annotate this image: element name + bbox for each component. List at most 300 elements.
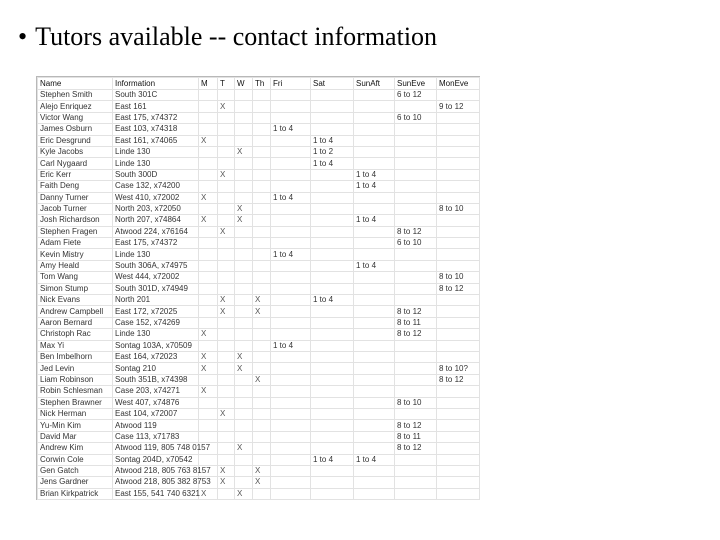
availability-cell	[218, 454, 235, 465]
availability-cell	[253, 272, 271, 283]
tutor-info-cell: North 203, x72050	[113, 203, 199, 214]
availability-cell	[271, 477, 311, 488]
tutor-info-cell: Atwood 224, x76164	[113, 226, 199, 237]
availability-cell	[271, 295, 311, 306]
availability-cell	[354, 397, 395, 408]
availability-cell	[218, 329, 235, 340]
availability-cell	[218, 340, 235, 351]
availability-cell: 8 to 11	[395, 317, 437, 328]
availability-cell	[437, 295, 480, 306]
availability-cell	[395, 124, 437, 135]
table-row	[38, 386, 480, 397]
availability-cell: X	[235, 363, 253, 374]
availability-cell: 8 to 11	[395, 431, 437, 442]
table-row	[38, 374, 480, 385]
availability-cell	[199, 112, 218, 123]
availability-cell: X	[235, 215, 253, 226]
availability-cell	[395, 465, 437, 476]
availability-cell	[271, 158, 311, 169]
column-header: Information	[113, 78, 199, 90]
availability-cell	[271, 431, 311, 442]
availability-cell	[395, 374, 437, 385]
availability-cell	[311, 488, 354, 499]
availability-cell	[218, 272, 235, 283]
column-header: T	[218, 78, 235, 90]
table-row	[38, 408, 480, 419]
availability-cell: X	[253, 374, 271, 385]
availability-cell: 6 to 10	[395, 238, 437, 249]
availability-cell	[218, 443, 235, 454]
availability-cell	[235, 283, 253, 294]
availability-cell	[395, 249, 437, 260]
table-row	[38, 420, 480, 431]
table-row	[38, 192, 480, 203]
availability-cell	[218, 135, 235, 146]
availability-cell: 1 to 4	[354, 260, 395, 271]
availability-cell	[311, 465, 354, 476]
availability-cell	[218, 124, 235, 135]
availability-cell	[235, 386, 253, 397]
availability-cell	[311, 340, 354, 351]
tutor-name-cell: Yu-Min Kim	[38, 420, 113, 431]
availability-cell	[395, 340, 437, 351]
table-row	[38, 477, 480, 488]
availability-cell	[199, 283, 218, 294]
availability-cell	[271, 181, 311, 192]
availability-cell	[253, 420, 271, 431]
availability-cell	[354, 329, 395, 340]
tutor-info-cell: North 207, x74864	[113, 215, 199, 226]
availability-cell	[271, 101, 311, 112]
availability-cell	[199, 146, 218, 157]
availability-cell	[311, 181, 354, 192]
table-row	[38, 443, 480, 454]
tutor-name-cell: Carl Nygaard	[38, 158, 113, 169]
availability-cell	[354, 249, 395, 260]
table-row	[38, 295, 480, 306]
availability-cell	[253, 203, 271, 214]
column-header: SunEve	[395, 78, 437, 90]
availability-cell	[437, 340, 480, 351]
availability-cell	[199, 181, 218, 192]
tutor-info-cell: Atwood 218, 805 382 8753	[113, 477, 199, 488]
availability-cell	[395, 135, 437, 146]
availability-cell: 1 to 4	[271, 249, 311, 260]
availability-cell	[437, 146, 480, 157]
availability-cell	[271, 135, 311, 146]
availability-cell	[235, 340, 253, 351]
availability-cell	[311, 283, 354, 294]
availability-cell	[218, 238, 235, 249]
tutor-info-cell: East 103, x74318	[113, 124, 199, 135]
availability-cell	[354, 465, 395, 476]
availability-cell	[271, 226, 311, 237]
availability-cell: 8 to 10?	[437, 363, 480, 374]
availability-cell	[199, 124, 218, 135]
availability-cell	[354, 488, 395, 499]
tutor-info-cell: Linde 130	[113, 249, 199, 260]
availability-cell: 1 to 4	[271, 340, 311, 351]
availability-cell	[354, 192, 395, 203]
availability-cell	[199, 158, 218, 169]
availability-cell	[235, 295, 253, 306]
availability-cell	[271, 443, 311, 454]
availability-cell	[311, 90, 354, 101]
availability-cell	[354, 158, 395, 169]
table-row	[38, 306, 480, 317]
tutor-info-cell: South 300D	[113, 169, 199, 180]
availability-cell	[354, 101, 395, 112]
tutor-name-cell: Kyle Jacobs	[38, 146, 113, 157]
table-row	[38, 181, 480, 192]
availability-cell: X	[199, 386, 218, 397]
availability-cell: 8 to 12	[395, 329, 437, 340]
table-row	[38, 465, 480, 476]
availability-cell	[235, 431, 253, 442]
availability-cell	[199, 249, 218, 260]
availability-cell	[253, 443, 271, 454]
availability-cell	[354, 306, 395, 317]
availability-cell: X	[218, 295, 235, 306]
table-row	[38, 135, 480, 146]
availability-cell	[235, 124, 253, 135]
tutor-info-cell: South 306A, x74975	[113, 260, 199, 271]
column-header: Th	[253, 78, 271, 90]
availability-cell	[253, 238, 271, 249]
tutor-info-cell: Sontag 103A, x70509	[113, 340, 199, 351]
availability-cell	[354, 443, 395, 454]
availability-cell	[271, 351, 311, 362]
tutor-info-cell: South 351B, x74398	[113, 374, 199, 385]
availability-cell	[199, 238, 218, 249]
table-row	[38, 146, 480, 157]
availability-cell	[253, 454, 271, 465]
tutor-info-cell: East 155, 541 740 6321	[113, 488, 199, 499]
availability-cell	[271, 397, 311, 408]
tutor-name-cell: Jacob Turner	[38, 203, 113, 214]
availability-cell	[395, 386, 437, 397]
availability-cell	[235, 249, 253, 260]
tutor-info-cell: Case 152, x74269	[113, 317, 199, 328]
availability-cell	[437, 465, 480, 476]
availability-cell	[271, 260, 311, 271]
table-row	[38, 238, 480, 249]
availability-cell	[395, 146, 437, 157]
availability-cell	[235, 260, 253, 271]
availability-cell	[235, 226, 253, 237]
tutor-name-cell: Victor Wang	[38, 112, 113, 123]
table-row	[38, 431, 480, 442]
availability-cell	[218, 431, 235, 442]
availability-cell	[218, 192, 235, 203]
availability-cell	[235, 374, 253, 385]
tutor-name-cell: Alejo Enriquez	[38, 101, 113, 112]
availability-cell	[437, 306, 480, 317]
tutor-info-cell: West 407, x74876	[113, 397, 199, 408]
availability-cell	[437, 135, 480, 146]
tutor-name-cell: Stephen Fragen	[38, 226, 113, 237]
table-row	[38, 124, 480, 135]
tutor-info-cell: North 201	[113, 295, 199, 306]
table-row	[38, 329, 480, 340]
availability-cell	[311, 215, 354, 226]
availability-cell	[218, 283, 235, 294]
availability-cell	[199, 90, 218, 101]
availability-cell	[218, 420, 235, 431]
availability-cell	[199, 226, 218, 237]
availability-cell	[253, 181, 271, 192]
tutor-name-cell: Max Yi	[38, 340, 113, 351]
availability-cell	[235, 135, 253, 146]
availability-cell	[437, 477, 480, 488]
availability-cell	[218, 146, 235, 157]
availability-cell: 1 to 4	[271, 192, 311, 203]
availability-cell	[395, 203, 437, 214]
availability-cell	[311, 203, 354, 214]
availability-cell: 8 to 12	[395, 420, 437, 431]
availability-cell: X	[199, 363, 218, 374]
availability-cell	[354, 226, 395, 237]
availability-cell	[253, 363, 271, 374]
availability-cell	[218, 386, 235, 397]
availability-cell	[271, 386, 311, 397]
availability-cell	[199, 374, 218, 385]
availability-cell	[311, 443, 354, 454]
availability-cell	[218, 351, 235, 362]
table-row	[38, 249, 480, 260]
availability-cell	[218, 249, 235, 260]
availability-cell	[271, 215, 311, 226]
tutor-info-cell: East 104, x72007	[113, 408, 199, 419]
availability-cell	[311, 431, 354, 442]
availability-cell	[437, 397, 480, 408]
availability-cell	[354, 386, 395, 397]
availability-cell: X	[235, 146, 253, 157]
availability-cell	[271, 146, 311, 157]
table-row	[38, 454, 480, 465]
availability-cell	[437, 124, 480, 135]
availability-cell: 8 to 12	[437, 283, 480, 294]
availability-cell	[395, 215, 437, 226]
tutor-info-cell: East 161, x74065	[113, 135, 199, 146]
availability-cell	[311, 169, 354, 180]
availability-cell: 6 to 10	[395, 112, 437, 123]
table-row	[38, 397, 480, 408]
availability-cell	[311, 329, 354, 340]
slide-title-text: Tutors available -- contact information	[35, 22, 438, 51]
tutor-name-cell: Simon Stump	[38, 283, 113, 294]
table-row	[38, 340, 480, 351]
availability-cell	[253, 112, 271, 123]
availability-cell	[271, 363, 311, 374]
availability-cell	[253, 488, 271, 499]
slide-title	[18, 22, 437, 52]
availability-cell	[354, 363, 395, 374]
availability-cell	[218, 90, 235, 101]
availability-cell: 1 to 4	[311, 135, 354, 146]
availability-cell	[437, 158, 480, 169]
table-row	[38, 90, 480, 101]
availability-cell	[311, 306, 354, 317]
availability-cell	[218, 260, 235, 271]
availability-cell	[437, 351, 480, 362]
availability-cell	[437, 112, 480, 123]
availability-cell	[395, 181, 437, 192]
availability-cell	[271, 374, 311, 385]
availability-cell	[395, 169, 437, 180]
tutor-name-cell: Gen Gatch	[38, 465, 113, 476]
availability-cell	[253, 101, 271, 112]
availability-cell: X	[218, 465, 235, 476]
availability-cell: 1 to 2	[311, 146, 354, 157]
table-body	[38, 90, 480, 500]
availability-cell	[354, 238, 395, 249]
availability-cell: X	[199, 215, 218, 226]
availability-cell	[199, 306, 218, 317]
tutor-name-cell: Josh Richardson	[38, 215, 113, 226]
availability-cell	[271, 169, 311, 180]
availability-cell	[354, 420, 395, 431]
availability-cell	[235, 90, 253, 101]
availability-cell	[354, 408, 395, 419]
availability-cell	[395, 477, 437, 488]
table-row	[38, 215, 480, 226]
table-row	[38, 112, 480, 123]
availability-cell	[354, 146, 395, 157]
availability-cell	[235, 420, 253, 431]
availability-cell: X	[218, 408, 235, 419]
availability-cell	[311, 192, 354, 203]
availability-cell	[253, 192, 271, 203]
tutor-name-cell: Nick Herman	[38, 408, 113, 419]
availability-cell: X	[199, 329, 218, 340]
availability-cell	[199, 260, 218, 271]
column-header: MonEve	[437, 78, 480, 90]
tutor-name-cell: Eric Desgrund	[38, 135, 113, 146]
table-row	[38, 101, 480, 112]
availability-cell: 8 to 12	[395, 306, 437, 317]
availability-cell	[437, 317, 480, 328]
availability-cell	[199, 420, 218, 431]
availability-cell	[395, 351, 437, 362]
tutor-info-cell: South 301C	[113, 90, 199, 101]
availability-cell: X	[235, 488, 253, 499]
availability-cell: X	[218, 477, 235, 488]
tutor-name-cell: Aaron Bernard	[38, 317, 113, 328]
tutor-info-cell: Sontag 204D, x70542	[113, 454, 199, 465]
availability-cell	[218, 374, 235, 385]
tutor-name-cell: David Mar	[38, 431, 113, 442]
availability-cell	[271, 420, 311, 431]
tutor-info-cell: West 410, x72002	[113, 192, 199, 203]
tutor-name-cell: James Osburn	[38, 124, 113, 135]
availability-cell	[235, 329, 253, 340]
availability-cell	[354, 203, 395, 214]
availability-cell	[235, 397, 253, 408]
availability-cell	[311, 260, 354, 271]
tutor-name-cell: Stephen Brawner	[38, 397, 113, 408]
availability-cell: X	[199, 488, 218, 499]
availability-cell	[395, 363, 437, 374]
tutor-info-cell: East 172, x72025	[113, 306, 199, 317]
availability-cell	[271, 90, 311, 101]
availability-cell	[271, 408, 311, 419]
availability-cell	[437, 181, 480, 192]
availability-cell	[253, 397, 271, 408]
availability-cell: X	[218, 101, 235, 112]
availability-cell	[354, 124, 395, 135]
availability-cell: 1 to 4	[354, 169, 395, 180]
tutor-name-cell: Ben Imbelhorn	[38, 351, 113, 362]
table-row	[38, 488, 480, 499]
availability-cell: X	[218, 226, 235, 237]
column-header: Fri	[271, 78, 311, 90]
tutor-name-cell: Robin Schlesman	[38, 386, 113, 397]
availability-cell	[437, 454, 480, 465]
availability-cell: 1 to 4	[354, 215, 395, 226]
availability-cell	[253, 260, 271, 271]
availability-cell	[311, 226, 354, 237]
availability-cell: 8 to 10	[437, 203, 480, 214]
availability-cell	[271, 283, 311, 294]
availability-cell: 1 to 4	[311, 295, 354, 306]
availability-cell	[311, 374, 354, 385]
table-header-row	[38, 78, 480, 90]
availability-cell	[271, 238, 311, 249]
availability-cell	[199, 203, 218, 214]
tutor-table-image	[36, 76, 480, 500]
tutor-info-cell: Linde 130	[113, 158, 199, 169]
tutor-info-cell: East 161	[113, 101, 199, 112]
availability-cell	[235, 465, 253, 476]
availability-cell	[395, 260, 437, 271]
tutor-info-cell: Case 203, x74271	[113, 386, 199, 397]
availability-cell	[253, 146, 271, 157]
tutor-info-cell: West 444, x72002	[113, 272, 199, 283]
tutor-info-cell: Linde 130	[113, 146, 199, 157]
availability-cell	[218, 397, 235, 408]
tutor-name-cell: Andrew Campbell	[38, 306, 113, 317]
table-row	[38, 283, 480, 294]
availability-cell	[311, 249, 354, 260]
table-row	[38, 317, 480, 328]
tutor-info-cell: Linde 130	[113, 329, 199, 340]
availability-cell	[235, 272, 253, 283]
availability-cell	[354, 351, 395, 362]
availability-cell: X	[199, 351, 218, 362]
availability-cell	[235, 454, 253, 465]
availability-cell	[354, 477, 395, 488]
availability-cell	[199, 454, 218, 465]
tutor-info-cell: Atwood 119, 805 748 0157	[113, 443, 199, 454]
availability-cell	[354, 340, 395, 351]
availability-cell	[253, 329, 271, 340]
availability-cell	[395, 101, 437, 112]
availability-cell: X	[253, 465, 271, 476]
availability-cell: X	[253, 477, 271, 488]
availability-cell	[437, 169, 480, 180]
availability-cell	[311, 397, 354, 408]
availability-cell: X	[218, 306, 235, 317]
availability-cell	[271, 488, 311, 499]
availability-cell	[311, 238, 354, 249]
tutor-name-cell: Stephen Smith	[38, 90, 113, 101]
tutor-info-cell: East 175, x74372	[113, 238, 199, 249]
availability-cell: 1 to 4	[354, 454, 395, 465]
availability-cell	[354, 283, 395, 294]
availability-cell	[437, 408, 480, 419]
availability-cell	[354, 135, 395, 146]
